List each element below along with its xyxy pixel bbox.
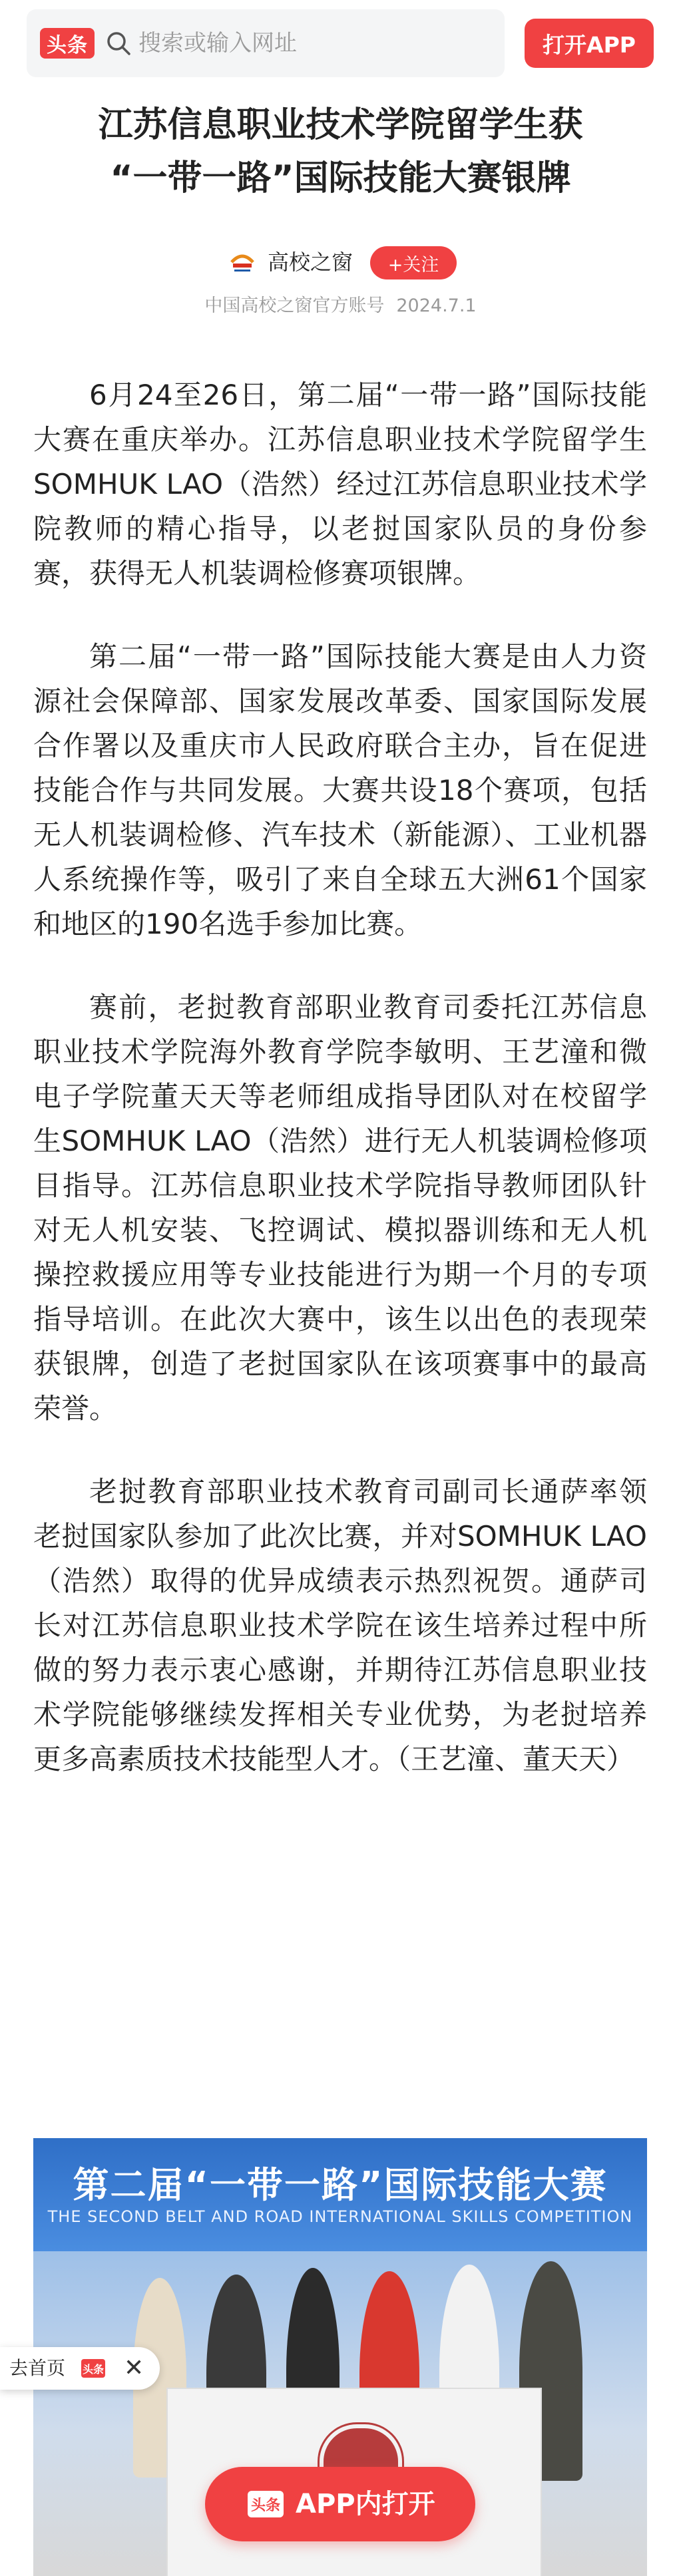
follow-button[interactable]: +关注 (370, 246, 457, 279)
open-in-app-button[interactable] (205, 2467, 475, 2541)
photo-banner-title: 第二届“一带一路”国际技能大赛 (73, 2164, 608, 2206)
photo-banner (33, 2138, 647, 2251)
search-input[interactable]: 搜索或输入网址 (138, 30, 297, 57)
go-home-pill[interactable] (0, 2347, 160, 2390)
meta-date: 2024.7.1 (396, 295, 477, 316)
toutiao-logo: 头条 (40, 28, 95, 59)
author-name[interactable]: 高校之窗 (268, 250, 353, 275)
article-body (33, 373, 647, 1820)
article-title (27, 98, 654, 205)
article-title-line-2: “一带一路”国际技能大赛银牌 (110, 158, 571, 198)
article-paragraph: 老挝教育部职业技术教育司副司长通萨率领老挝国家队参加了此次比赛，并对SOMHUK LAO（浩然）取得的优异成绩表示热烈祝贺。通萨司长对江苏信息职业技术学院在该生培养过程中所做的努力表示衷心感谢，并期待江苏信息职业技术学院能够继续发挥相关专业优势，为老挝培养更多高素质技术技能型人才。（王艺潼、董天天） (33, 1475, 647, 1775)
article-paragraph: 6月24至26日，第二届“一带一路”国际技能大赛在重庆举办。江苏信息职业技术学院留学生SOMHUK LAO（浩然）经过江苏信息职业技术学院教师的精心指导，以老挝国家队员的身份参赛，获得无人机装调检修赛项银牌。 (33, 379, 647, 590)
article-paragraph: 赛前，老挝教育部职业教育司委托江苏信息职业技术学院海外教育学院李敏明、王艺潼和微电子学院董天天等老师组成指导团队对在校留学生SOMHUK LAO（浩然）进行无人机装调检修项目指导。江苏信息职业技术学院指导教师团队针对无人机安装、飞控调试、模拟器训练和无人机操控救援应用等专业技能进行为期一个月的专项指导培训。在此次大赛中，该生以出色的表现荣获银牌，创造了老挝国家队在该项赛事中的最高荣誉。 (33, 991, 647, 1425)
top-bar (0, 0, 681, 87)
app-toutiao-logo-icon: 头条 (248, 2491, 284, 2517)
photo-banner-subtitle: THE SECOND BELT AND ROAD INTERNATIONAL SKILLS COMPETITION (47, 2207, 633, 2226)
close-icon[interactable]: ✕ (124, 2354, 144, 2382)
search-bar[interactable] (27, 9, 505, 77)
home-toutiao-logo-icon: 头条 (81, 2359, 105, 2378)
author-row (0, 242, 681, 282)
meta-source: 中国高校之窗官方账号 (204, 295, 385, 316)
go-home-label[interactable]: 去首页 (9, 2357, 66, 2379)
open-in-app-label[interactable]: APP内打开 (296, 2489, 435, 2519)
author-avatar-icon[interactable] (226, 248, 258, 277)
search-icon (105, 29, 132, 57)
open-app-button[interactable]: 打开APP (525, 19, 654, 68)
article-meta (0, 293, 681, 319)
article-title-line-1: 江苏信息职业技术学院留学生获 (98, 105, 583, 145)
article-paragraph: 第二届“一带一路”国际技能大赛是由人力资源社会保障部、国家发展改革委、国家国际发展合作署以及重庆市人民政府联合主办，旨在促进技能合作与共同发展。大赛共设18个赛项，包括无人机装调检修、汽车技术（新能源）、工业机器人系统操作等，吸引了来自全球五大洲61个国家和地区的190名选手参加比赛。 (33, 640, 647, 940)
